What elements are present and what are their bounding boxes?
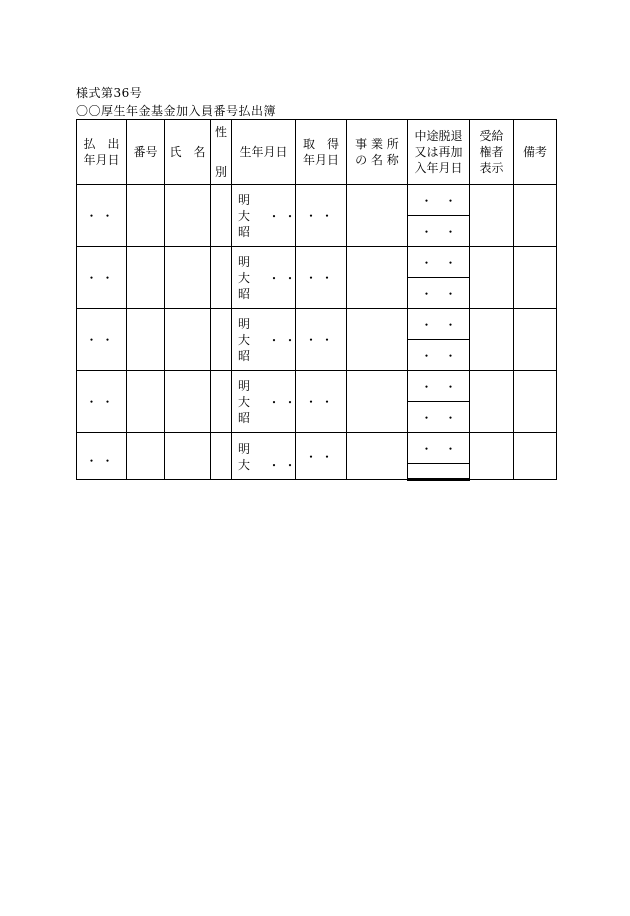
acquired-date-cell[interactable]: ・・	[296, 309, 347, 371]
header-remarks: 備考	[514, 120, 557, 185]
rights-holder-cell[interactable]	[470, 433, 514, 480]
rights-holder-cell[interactable]	[470, 371, 514, 433]
header-rights-holder: 受給 権者 表示	[470, 120, 514, 185]
era-meiji: 明	[238, 254, 251, 269]
sex-cell[interactable]	[211, 371, 232, 433]
rights-holder-cell[interactable]	[470, 309, 514, 371]
era-meiji: 明	[238, 192, 251, 207]
table-row	[77, 185, 557, 216]
era-taisho: 大	[238, 394, 251, 409]
era-showa: 昭	[238, 224, 251, 239]
era-meiji: 明	[238, 378, 251, 393]
remarks-cell[interactable]	[514, 371, 557, 433]
issue-date-cell[interactable]: ・・	[77, 247, 127, 309]
birth-date-cell[interactable]: 明 大 昭 ・・	[232, 185, 296, 247]
era-showa: 昭	[238, 286, 251, 301]
acquired-date-cell[interactable]: ・・	[296, 371, 347, 433]
issue-date-cell[interactable]: ・・	[77, 309, 127, 371]
register-table	[76, 119, 557, 481]
number-cell[interactable]	[127, 247, 165, 309]
sex-cell[interactable]	[211, 433, 232, 480]
reentry-date-cell[interactable]: ・ ・	[408, 340, 470, 371]
era-meiji: 明	[238, 442, 251, 456]
table-row	[77, 371, 557, 402]
birth-date-cell[interactable]: 明 大 昭 ・・	[232, 371, 296, 433]
header-number: 番号	[127, 120, 165, 185]
number-cell[interactable]	[127, 185, 165, 247]
header-issue-date: 払 出 年月日	[77, 120, 127, 185]
form-title: 〇〇厚生年金基金加入員番号払出簿	[76, 104, 277, 118]
office-name-cell[interactable]	[347, 247, 408, 309]
sex-cell[interactable]	[211, 185, 232, 247]
birth-date-cell[interactable]: 明 大 昭 ・・	[232, 247, 296, 309]
withdraw-date-cell[interactable]: ・ ・	[408, 247, 470, 278]
era-taisho: 大	[238, 270, 251, 285]
acquired-date-cell[interactable]: ・・	[296, 433, 347, 480]
name-cell[interactable]	[165, 371, 211, 433]
acquired-date-cell[interactable]: ・・	[296, 247, 347, 309]
header-name: 氏 名	[165, 120, 211, 185]
remarks-cell[interactable]	[514, 309, 557, 371]
birth-date-cell[interactable]: 明 大 昭 ・・	[232, 309, 296, 371]
office-name-cell[interactable]	[347, 433, 408, 480]
acquired-date-cell[interactable]: ・・	[296, 185, 347, 247]
reentry-date-cell[interactable]	[408, 464, 470, 480]
era-taisho: 大	[238, 458, 251, 472]
sex-cell[interactable]	[211, 247, 232, 309]
office-name-cell[interactable]	[347, 185, 408, 247]
name-cell[interactable]	[165, 433, 211, 480]
rights-holder-cell[interactable]	[470, 247, 514, 309]
name-cell[interactable]	[165, 185, 211, 247]
table-row	[77, 247, 557, 278]
era-taisho: 大	[238, 208, 251, 223]
era-showa: 昭	[238, 410, 251, 425]
sex-cell[interactable]	[211, 309, 232, 371]
remarks-cell[interactable]	[514, 247, 557, 309]
header-acquired-date: 取 得 年月日	[296, 120, 347, 185]
header-sex: 性 別	[211, 120, 232, 185]
reentry-date-cell[interactable]: ・ ・	[408, 402, 470, 433]
era-meiji: 明	[238, 316, 251, 331]
form-number: 様式第36号	[76, 86, 143, 100]
era-showa: 昭	[238, 348, 251, 363]
name-cell[interactable]	[165, 309, 211, 371]
era-taisho: 大	[238, 332, 251, 347]
withdraw-date-cell[interactable]: ・ ・	[408, 371, 470, 402]
number-cell[interactable]	[127, 309, 165, 371]
withdraw-date-cell[interactable]: ・ ・	[408, 309, 470, 340]
issue-date-cell[interactable]: ・・	[77, 185, 127, 247]
reentry-date-cell[interactable]: ・ ・	[408, 216, 470, 247]
remarks-cell[interactable]	[514, 185, 557, 247]
rights-holder-cell[interactable]	[470, 185, 514, 247]
table-row	[77, 309, 557, 340]
table-row	[77, 433, 557, 464]
issue-date-cell[interactable]: ・・	[77, 433, 127, 480]
header-office-name: 事 業 所 の 名 称	[347, 120, 408, 185]
name-cell[interactable]	[165, 247, 211, 309]
withdraw-date-cell[interactable]: ・ ・	[408, 433, 470, 464]
header-birth-date: 生年月日	[232, 120, 296, 185]
number-cell[interactable]	[127, 371, 165, 433]
office-name-cell[interactable]	[347, 309, 408, 371]
issue-date-cell[interactable]: ・・	[77, 371, 127, 433]
withdraw-date-cell[interactable]: ・ ・	[408, 185, 470, 216]
number-cell[interactable]	[127, 433, 165, 480]
remarks-cell[interactable]	[514, 433, 557, 480]
reentry-date-cell[interactable]: ・ ・	[408, 278, 470, 309]
office-name-cell[interactable]	[347, 371, 408, 433]
header-withdraw-date: 中途脱退 又は再加 入年月日	[408, 120, 470, 185]
birth-date-cell[interactable]: 明 大 ・・	[232, 433, 296, 480]
header-row	[77, 120, 557, 185]
